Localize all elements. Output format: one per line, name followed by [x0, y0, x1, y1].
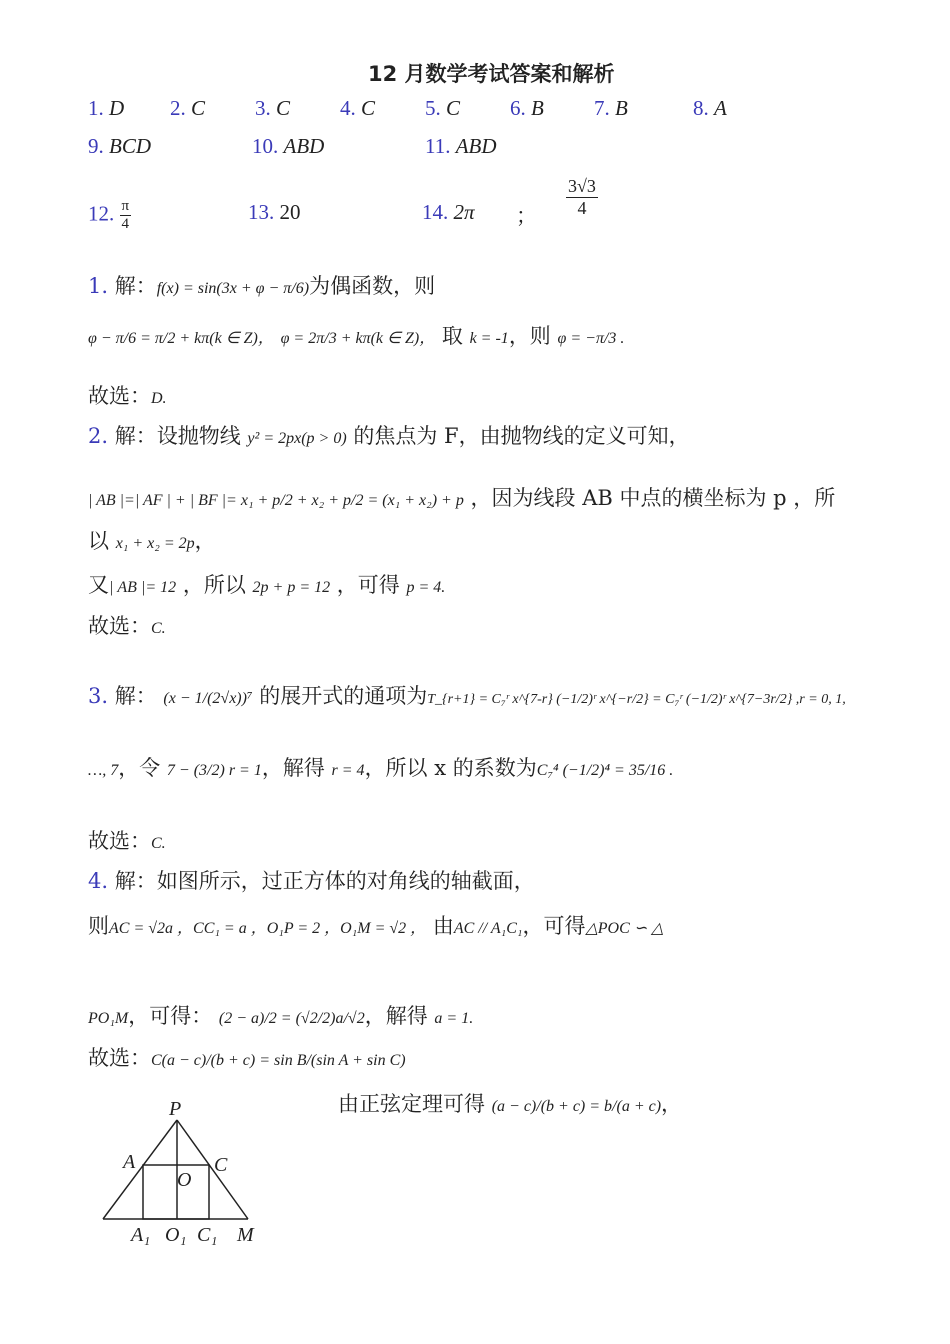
- math: △POC ∽ △: [585, 920, 664, 937]
- answer-number: 7.: [594, 96, 610, 120]
- math: p = 4.: [406, 579, 446, 596]
- answer-value: C: [191, 96, 206, 120]
- answer-number: 14.: [422, 200, 449, 224]
- text: 解：设抛物线: [114, 424, 241, 448]
- text: ，: [661, 1092, 683, 1116]
- text: ，因为线段 AB 中点的横坐标为 p ，所: [470, 486, 836, 510]
- answer-number: 10.: [252, 134, 279, 158]
- math: AC // A₁C₁: [453, 920, 523, 937]
- math: C₇⁴ (−1/2)⁴ = 35/16 .: [536, 762, 674, 779]
- math: AC = √2a ，CC₁ = a ，O₁P = 2 ，O₁M = √2 ，: [109, 920, 427, 937]
- answer-number: 5.: [425, 96, 441, 120]
- text: 故选：: [88, 614, 151, 638]
- answer-number: 13.: [248, 200, 275, 224]
- question-number: 4.: [88, 869, 109, 893]
- answer-value: C: [446, 96, 461, 120]
- answer-item: [340, 96, 375, 121]
- label-O1: O₁: [165, 1224, 187, 1246]
- math: x₁ + x₂ = 2p: [115, 535, 195, 552]
- math: φ = 2π/3 + kπ(k ∈ Z)，: [280, 330, 436, 347]
- text: 故选：: [88, 1046, 151, 1070]
- text: 由: [432, 914, 454, 938]
- text: ，可得: [336, 573, 400, 597]
- answer-12: [88, 198, 131, 233]
- fraction: [566, 176, 598, 219]
- text: 的焦点为 F，由抛物线的定义可知，: [353, 424, 690, 448]
- answer-number: 12.: [88, 201, 115, 226]
- math: PO₁M: [88, 1010, 129, 1027]
- answer-item: [88, 96, 124, 121]
- math: C: [151, 1052, 162, 1069]
- math: …, 7: [88, 762, 119, 779]
- label-C: C: [214, 1154, 228, 1176]
- numerator: π: [121, 198, 130, 214]
- math: y² = 2px(p > 0): [247, 430, 347, 447]
- math: T_{r+1} = C₇ʳ x^{7-r} (−1/2)ʳ x^{−r/2} = C₇ʳ (−1/2)ʳ x^{7−3r/2} ,r = 0, 1,: [427, 692, 846, 707]
- math: a = 1.: [434, 1010, 474, 1027]
- question-number: 1.: [88, 274, 109, 298]
- math: k = -1: [469, 330, 509, 347]
- math: (a − c)/(b + c) = b/(a + c): [491, 1098, 662, 1115]
- denominator: 4: [577, 198, 587, 218]
- answer-number: 9.: [88, 134, 104, 158]
- text: ，: [194, 529, 216, 553]
- denominator: 4: [121, 216, 130, 232]
- answer-item: [693, 96, 727, 121]
- q3-choice: [88, 825, 166, 855]
- q4-line2: [88, 910, 663, 940]
- q4-choice: [88, 1042, 406, 1072]
- label-O: O: [177, 1169, 192, 1191]
- q1-choice: [88, 380, 167, 410]
- answer-value: D: [109, 96, 125, 120]
- answer-value: A: [714, 96, 727, 120]
- answer-value: 2π: [453, 200, 475, 224]
- answer-value: BCD: [109, 134, 151, 158]
- answer-number: 1.: [88, 96, 104, 120]
- separator: ；: [516, 204, 537, 228]
- answer-item: [425, 134, 497, 159]
- text: 解：如图所示，过正方体的对角线的轴截面，: [114, 869, 535, 893]
- label-P: P: [169, 1098, 182, 1120]
- question-number: 3.: [88, 684, 109, 708]
- answer-item: [425, 96, 460, 121]
- math: (2 − a)/2 = (√2/2)a/√2: [218, 1010, 365, 1027]
- math: 2p + p = 12: [252, 579, 331, 596]
- edge-PA1: [103, 1120, 177, 1219]
- text: 为偶函数，则: [309, 274, 436, 298]
- q4-line1: [88, 865, 535, 895]
- answer-item: [170, 96, 205, 121]
- answer-value: 20: [279, 200, 301, 224]
- question-number: 2.: [88, 424, 109, 448]
- answer-value: C: [361, 96, 376, 120]
- fraction: [120, 198, 132, 233]
- answer-value: B: [615, 96, 628, 120]
- math: | AB |= 12: [109, 579, 177, 596]
- label-C1: C₁: [197, 1224, 218, 1246]
- text: 则: [88, 914, 109, 938]
- text: 以: [88, 529, 109, 553]
- math: D.: [151, 390, 167, 407]
- text: ，令: [118, 756, 161, 780]
- text: ，可得: [522, 914, 586, 938]
- text: ，可得：: [128, 1004, 213, 1028]
- answer-item: [252, 134, 324, 159]
- q2-line1: [88, 420, 690, 450]
- text: ，所以: [182, 573, 246, 597]
- text: ，解得: [364, 1004, 428, 1028]
- math: φ − π/6 = π/2 + kπ(k ∈ Z)，: [88, 330, 274, 347]
- rectangle-AC: [143, 1165, 209, 1219]
- answer-value: ABD: [455, 134, 497, 158]
- math: 7 − (3/2) r = 1: [166, 762, 262, 779]
- text: 故选：: [88, 384, 151, 408]
- text: ，则: [508, 324, 551, 348]
- math: r = 4: [331, 762, 365, 779]
- text: ，解得: [261, 756, 325, 780]
- answer-item: [510, 96, 544, 121]
- text: ，所以 x 的系数为: [364, 756, 537, 780]
- text: 又: [88, 573, 109, 597]
- math: C.: [151, 835, 166, 852]
- q1-line2: [88, 320, 624, 350]
- q2-line4: [88, 569, 445, 599]
- label-M: M: [237, 1224, 254, 1246]
- q2-line2: [88, 482, 835, 512]
- label-A: A: [123, 1151, 136, 1173]
- math: (x − 1/(2√x))⁷: [163, 690, 253, 707]
- answer-number: 4.: [340, 96, 356, 120]
- q5-line: [338, 1088, 682, 1118]
- math: φ = −π/3 .: [557, 330, 625, 347]
- page-title: 12 月数学考试答案和解析: [368, 62, 615, 86]
- text: 取: [441, 324, 463, 348]
- answer-number: 6.: [510, 96, 526, 120]
- text: 由正弦定理可得: [338, 1092, 485, 1116]
- q3-line1: [88, 680, 846, 710]
- q4-line3: [88, 1000, 473, 1030]
- math: C.: [151, 620, 166, 637]
- answer-value: B: [531, 96, 544, 120]
- q2-line3: [88, 525, 216, 555]
- answer-13: [248, 200, 301, 225]
- math: f(x) = sin(3x + φ − π/6): [156, 280, 310, 297]
- text: 的展开式的通项为: [259, 684, 428, 708]
- answer-item: [255, 96, 290, 121]
- text: 解：: [114, 274, 157, 298]
- answer-number: 11.: [425, 134, 451, 158]
- answer-number: 2.: [170, 96, 186, 120]
- numerator: 3√3: [568, 176, 596, 196]
- answer-value: C: [276, 96, 291, 120]
- label-A1: A₁: [131, 1224, 151, 1246]
- answer-item: [88, 134, 151, 159]
- q3-line2: [88, 752, 673, 782]
- text: 故选：: [88, 829, 151, 853]
- answer-value: ABD: [283, 134, 325, 158]
- answer-item: [594, 96, 628, 121]
- math: | AB |=| AF | + | BF |= x₁ + p/2 + x₂ + p/2 = (x₁ + x₂) + p: [88, 492, 464, 509]
- text: 解：: [114, 684, 157, 708]
- answer-number: 3.: [255, 96, 271, 120]
- q2-choice: [88, 610, 166, 640]
- cube-section-figure: [95, 1095, 270, 1250]
- answer-number: 8.: [693, 96, 709, 120]
- answer-14b: [566, 176, 598, 219]
- math: (a − c)/(b + c) = sin B/(sin A + sin C): [161, 1052, 406, 1069]
- q1-line1: [88, 270, 435, 300]
- answer-14: [422, 200, 475, 225]
